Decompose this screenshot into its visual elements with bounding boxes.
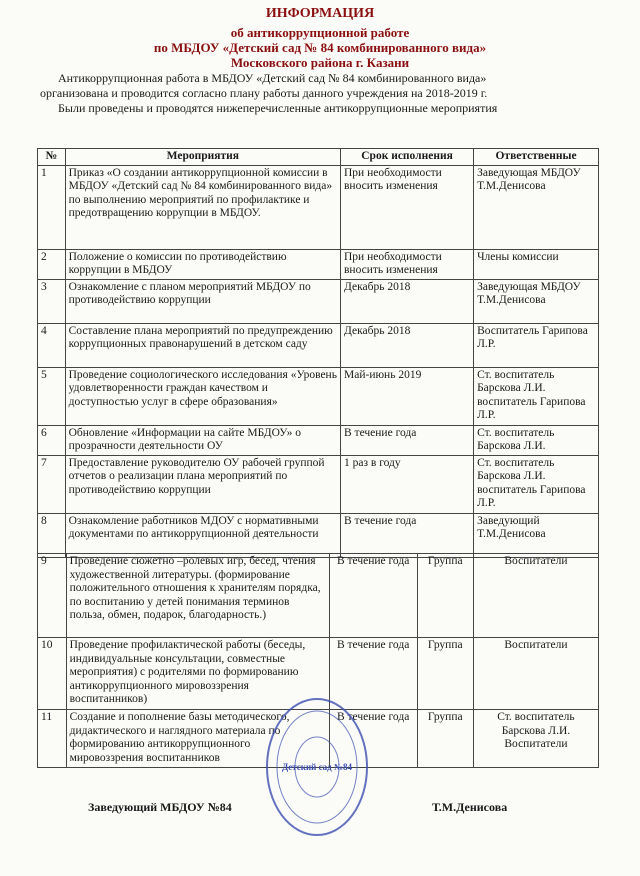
row-event: Ознакомление работников МДОУ с нормативными документами по антикоррупционной деятельности: [65, 513, 340, 557]
row-event: Положение о комиссии по противодействию коррупции в МБДОУ: [65, 249, 340, 279]
row-number: 9: [38, 554, 67, 638]
row-term: При необходимости вносить изменения: [341, 165, 474, 249]
row-number: 7: [38, 455, 66, 513]
row-responsible: Члены комиссии: [474, 249, 599, 279]
table-row: [38, 554, 599, 638]
row-number: 2: [38, 249, 66, 279]
row-event: Создание и пополнение базы методического, дидактического и наглядного материала по формированию антикоррупционного мировоззрения воспитанников: [66, 710, 329, 768]
table-row: [38, 513, 599, 557]
row-term: 1 раз в году: [341, 455, 474, 513]
row-number: 10: [38, 638, 67, 710]
row-responsible: Ст. воспитатель Барскова Л.И. Воспитатели: [473, 710, 598, 768]
row-term: В течение года: [341, 513, 474, 557]
row-term: Май-июнь 2019: [341, 367, 474, 425]
row-event: Ознакомление с планом мероприятий МБДОУ по противодействию коррупции: [65, 279, 340, 323]
row-term: В течение года: [329, 638, 417, 710]
row-term: В течение года: [329, 710, 417, 768]
header-number: №: [38, 149, 66, 166]
row-group: Группа: [417, 554, 473, 638]
row-number: 1: [38, 165, 66, 249]
table-row: [38, 455, 599, 513]
row-term: Декабрь 2018: [341, 323, 474, 367]
table-row: [38, 323, 599, 367]
row-responsible: Заведующий Т.М.Денисова: [474, 513, 599, 557]
doc-title: ИНФОРМАЦИЯ: [265, 6, 375, 21]
header-term: Срок исполнения: [341, 149, 474, 166]
signature-name: Т.М.Денисова: [432, 800, 508, 814]
row-event: Составление плана мероприятий по предупреждению коррупционных правонарушений в детском саду: [65, 323, 340, 367]
row-event: Проведение сюжетно –ролевых игр, бесед, чтения художественной литературы. (формирование положительного отношения к хранителям порядка, по воспитанию у детей понимания терминов польза, обмен, подарок, благодарность.): [66, 554, 329, 638]
row-event: Предоставление руководителю ОУ рабочей группой отчетов о реализации плана мероприятий по противодействию коррупции: [65, 455, 340, 513]
row-group: Группа: [417, 638, 473, 710]
table-row: [38, 425, 599, 455]
row-number: 5: [38, 367, 66, 425]
row-event: Обновление «Информации на сайте МБДОУ» о прозрачности деятельности ОУ: [65, 425, 340, 455]
stamp-center-text: Детский сад №84: [281, 762, 353, 772]
table-row: [38, 367, 599, 425]
table-row: [38, 249, 599, 279]
table-header-row: [38, 149, 599, 166]
row-number: 11: [38, 710, 67, 768]
row-event: Приказ «О создании антикоррупционной комиссии в МБДОУ «Детский сад № 84 комбинированного вида» по выполнению мероприятий по профилактике и предотвращению коррупции в МБДОУ.: [65, 165, 340, 249]
intro-line-3: Были проведены и проводятся нижеперечисленные антикоррупционные мероприятия: [58, 101, 498, 115]
row-responsible: Воспитатель Гарипова Л.Р.: [474, 323, 599, 367]
row-event: Проведение профилактической работы (беседы, индивидуальные консультации, совместные мероприятия) с родителями по формированию антикоррупционного мировоззрения воспитанников): [66, 638, 329, 710]
row-responsible: Заведующая МБДОУ Т.М.Денисова: [474, 279, 599, 323]
row-term: Декабрь 2018: [341, 279, 474, 323]
row-event: Проведение социологического исследования «Уровень удовлетворенности граждан качеством и доступностью услуг в сфере образования»: [65, 367, 340, 425]
doc-subtitle-org: по МБДОУ «Детский сад № 84 комбинированного вида»: [153, 40, 487, 55]
row-number: 8: [38, 513, 66, 557]
table-row: [38, 279, 599, 323]
row-responsible: Ст. воспитатель Барскова Л.И.: [474, 425, 599, 455]
intro-line-2: организована и проводится согласно плану работы данного учреждения на 2018-2019 г.: [40, 86, 488, 100]
row-term: В течение года: [341, 425, 474, 455]
events-table: [37, 148, 599, 558]
row-number: 3: [38, 279, 66, 323]
row-term: В течение года: [329, 554, 417, 638]
row-responsible: Воспитатели: [473, 638, 598, 710]
row-responsible: Ст. воспитатель Барскова Л.И. воспитатель Гарипова Л.Р.: [474, 367, 599, 425]
row-term: При необходимости вносить изменения: [341, 249, 474, 279]
row-responsible: Ст. воспитатель Барскова Л.И. воспитатель Гарипова Л.Р.: [474, 455, 599, 513]
doc-subtitle: об антикоррупционной работе: [230, 25, 410, 40]
header-event: Мероприятия: [65, 149, 340, 166]
signature-position: Заведующий МБДОУ №84: [88, 800, 232, 814]
row-group: Группа: [417, 710, 473, 768]
doc-subtitle-district: Московского района г. Казани: [230, 55, 410, 70]
row-number: 4: [38, 323, 66, 367]
table-row: [38, 165, 599, 249]
row-responsible: Заведующая МБДОУ Т.М.Денисова: [474, 165, 599, 249]
row-number: 6: [38, 425, 66, 455]
organization-stamp: [262, 692, 372, 842]
row-responsible: Воспитатели: [473, 554, 598, 638]
header-responsible: Ответственные: [474, 149, 599, 166]
intro-line-1: Антикоррупционная работа в МБДОУ «Детский сад № 84 комбинированного вида»: [58, 71, 487, 85]
